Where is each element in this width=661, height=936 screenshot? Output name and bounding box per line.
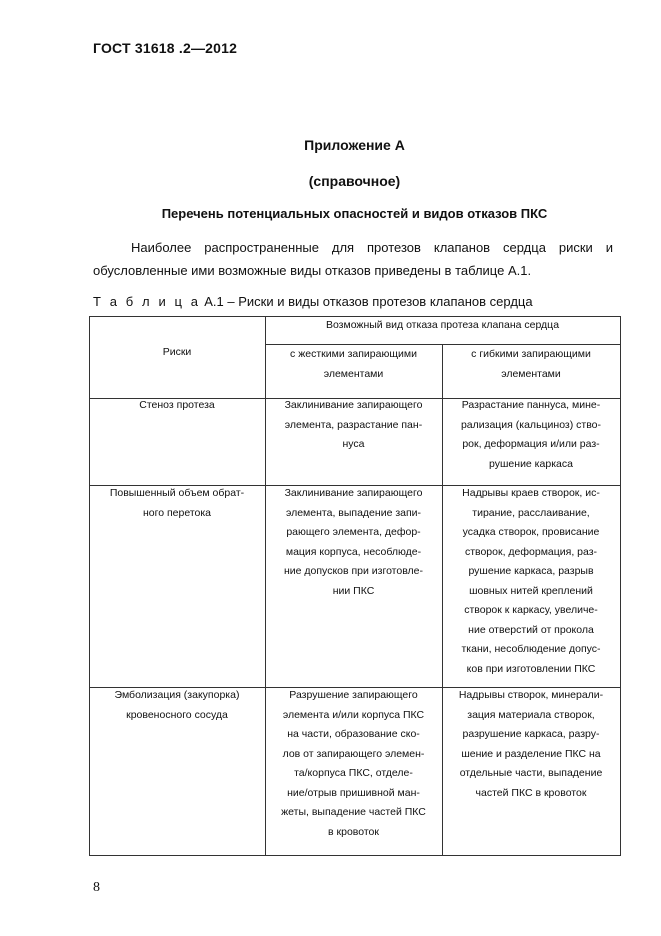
intro-paragraph-text: Наиболее распространенные для протезов клапанов сердца риски и обусловленные ими возможные виды отказов приведены в таблице А.1. bbox=[93, 240, 613, 278]
table-caption-prefix: Т а б л и ц а bbox=[93, 294, 201, 309]
appendix-title: Приложение А bbox=[304, 137, 405, 153]
row3-rigid: Разрушение запирающего элемента и/или корпуса ПКС на части, образование ско- лов от запирающего элемен- та/корпуса ПКС, отделе- ние/отрыв пришивной ман- жеты, выпадение частей ПКС в кровоток bbox=[281, 689, 426, 838]
page-number: 8 bbox=[93, 880, 100, 895]
header-flexible: с гибкими запирающими элементами bbox=[471, 348, 591, 380]
row1-flexible: Разрастание паннуса, мине- рализация (кальциноз) ство- рок, деформация и/или раз- рушение каркаса bbox=[460, 399, 602, 470]
appendix-subtitle: (справочное) bbox=[308, 173, 401, 189]
row2-risk: Повышенный объем обрат- ного перетока bbox=[109, 487, 245, 519]
table-border-right bbox=[620, 316, 621, 855]
header-risk: Риски bbox=[162, 346, 192, 358]
row3-flexible: Надрывы створок, минерали- зация материала створок, разрушение каркаса, разру- шение и разделение ПКС на отдельные части, выпадение частей ПКС в кровоток bbox=[458, 689, 604, 799]
header-failure-group: Возможный вид отказа протеза клапана сердца bbox=[325, 319, 560, 331]
document-header: ГОСТ 31618 .2—2012 bbox=[93, 40, 238, 56]
row3-risk: Эмболизация (закупорка) кровеносного сосуда bbox=[114, 689, 240, 721]
header-rigid: с жесткими запирающими элементами bbox=[290, 348, 417, 380]
risk-table bbox=[89, 316, 621, 856]
table-caption bbox=[93, 294, 533, 309]
list-title: Перечень потенциальных опасностей и видов отказов ПКС bbox=[161, 206, 548, 221]
table-border-bottom bbox=[89, 855, 621, 856]
row1-risk: Стеноз протеза bbox=[139, 399, 215, 411]
row1-rigid: Заклинивание запирающего элемента, разрастание пан- нуса bbox=[284, 399, 423, 450]
intro-paragraph bbox=[93, 236, 613, 282]
row2-rigid: Заклинивание запирающего элемента, выпадение запи- рающего элемента, дефор- мация корпуса, несоблюде- ние допусков при изготовле- нии ПКС bbox=[283, 487, 424, 597]
table-caption-text: А.1 – Риски и виды отказов протезов клапанов сердца bbox=[200, 294, 533, 309]
row2-flexible: Надрывы краев створок, ис- тирание, расслаивание, усадка створок, провисание створок, деформация, раз- рушение каркаса, разрыв шовных нитей креплений створок к каркасу, увеличе- ние отверстий от прокола ткани, несоблюдение допус- ков при изготовлении ПКС bbox=[461, 487, 601, 675]
